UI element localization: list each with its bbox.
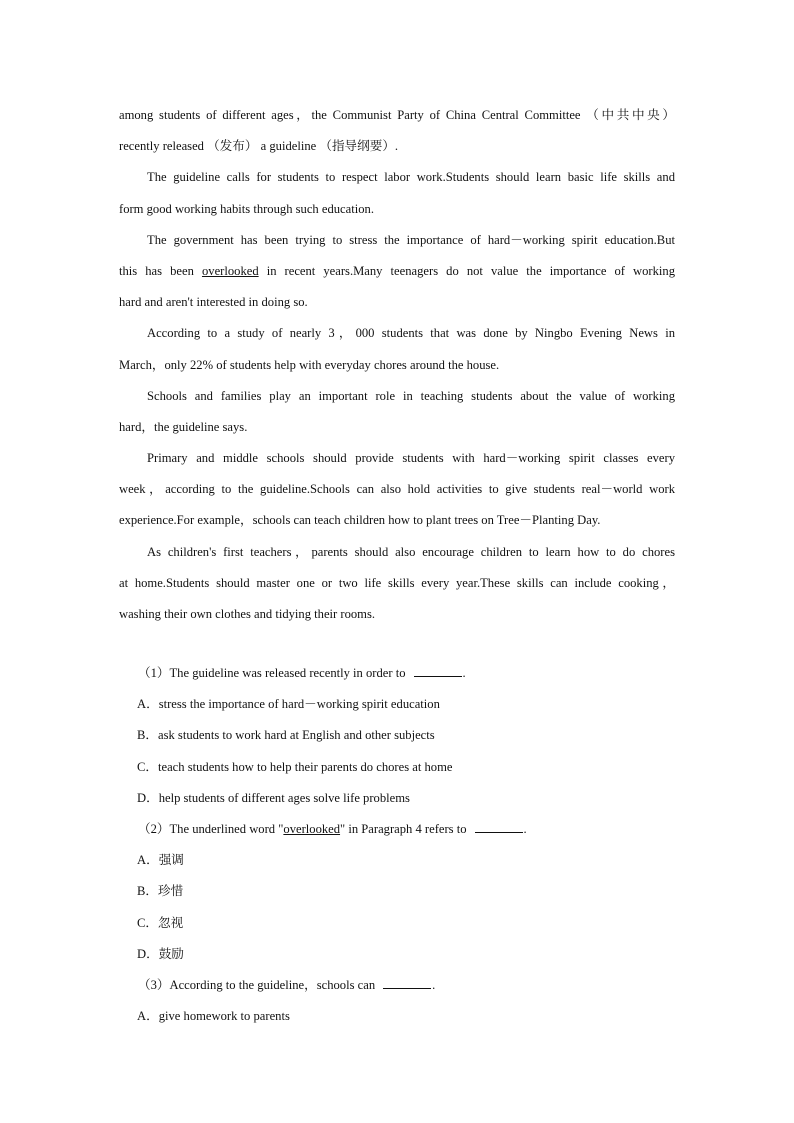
- answer-option: [119, 783, 679, 814]
- passage-line: The government has been trying to stress the importance of hard－working spirit education.But: [147, 232, 675, 247]
- answer-option: [119, 720, 679, 751]
- passage-line: hard and aren't interested in doing so.: [119, 295, 308, 310]
- answer-blank: [414, 675, 462, 677]
- option-letter: C．: [137, 915, 158, 930]
- passage-text: in recent years.Many teenagers do not value the importance of working: [258, 263, 676, 278]
- question-stem: [119, 814, 679, 845]
- option-letter: A．: [137, 853, 159, 868]
- passage-line: [119, 256, 675, 287]
- question-stem: [119, 970, 679, 1001]
- question-text: The guideline was released recently in order to: [169, 666, 406, 680]
- question-number: （1）: [138, 666, 170, 680]
- option-text: 忽视: [158, 915, 184, 930]
- option-letter: D．: [137, 946, 159, 961]
- passage-line: As children's first teachers，parents should also encourage children to learn how to do chores: [147, 544, 675, 559]
- passage-line: hard，the guideline says.: [119, 419, 248, 434]
- option-text: 珍惜: [158, 884, 184, 899]
- question-number: （2）: [138, 821, 170, 836]
- passage-line: Primary and middle schools should provide students with hard－working spirit classes every: [147, 451, 675, 466]
- answer-option: [119, 1001, 679, 1032]
- option-text: teach students how to help their parents do chores at home: [158, 759, 453, 774]
- question-text: The underlined word ": [169, 821, 284, 836]
- passage-line: among students of different ages，the Communist Party of China Central Committee （中共中央）: [119, 108, 675, 122]
- option-text: give homework to parents: [158, 1009, 290, 1024]
- passage-line: experience.For example，schools can teach children how to plant trees on Tree－Planting Day.: [119, 513, 601, 528]
- option-text: ask students to work hard at English and other subjects: [158, 728, 435, 743]
- question-stem: [119, 658, 679, 689]
- answer-option: [119, 876, 679, 907]
- question-list: [119, 658, 679, 1032]
- passage-line: According to a study of nearly 3，000 students that was done by Ningbo Evening News in: [147, 326, 675, 341]
- answer-option: [119, 939, 679, 970]
- option-letter: A．: [137, 1009, 159, 1024]
- passage-line: form good working habits through such education.: [119, 201, 374, 216]
- option-letter: D．: [137, 790, 159, 805]
- option-letter: C．: [137, 759, 158, 774]
- answer-option: [119, 752, 679, 783]
- reading-passage: [119, 100, 675, 630]
- passage-line: week，according to the guideline.Schools can also hold activities to give students real－world work: [119, 482, 675, 497]
- passage-line: at home.Students should master one or two life skills every year.These skills can include cooking，: [119, 575, 675, 590]
- option-letter: A．: [137, 697, 159, 712]
- underlined-word: overlooked: [283, 821, 341, 836]
- answer-option: [119, 845, 679, 876]
- passage-text: this has been: [119, 263, 202, 278]
- answer-option: [119, 908, 679, 939]
- passage-line: The guideline calls for students to respect labor work.Students should learn basic life skills and: [147, 170, 675, 185]
- question-text: According to the guideline，schools can: [169, 977, 376, 992]
- passage-line: March，only 22% of students help with everyday chores around the house.: [119, 357, 500, 372]
- question-text: .: [432, 977, 436, 992]
- question-text: " in Paragraph 4 refers to: [340, 821, 467, 836]
- option-text: stress the importance of hard－working spirit education: [158, 697, 440, 712]
- option-text: help students of different ages solve life problems: [158, 790, 410, 805]
- answer-option: [119, 689, 679, 720]
- option-text: 强调: [158, 853, 184, 868]
- question-number: （3）: [138, 977, 170, 992]
- answer-blank: [475, 831, 523, 833]
- question-text: .: [523, 821, 527, 836]
- answer-blank: [383, 987, 431, 989]
- question-text: .: [462, 666, 466, 680]
- option-text: 鼓励: [158, 946, 184, 961]
- passage-line: washing their own clothes and tidying their rooms.: [119, 607, 376, 621]
- passage-line: Schools and families play an important role in teaching students about the value of working: [147, 388, 675, 403]
- underlined-word: overlooked: [201, 263, 259, 278]
- option-letter: B．: [137, 884, 158, 899]
- passage-line: recently released （发布） a guideline （指导纲要）.: [119, 139, 399, 154]
- option-letter: B．: [137, 728, 158, 743]
